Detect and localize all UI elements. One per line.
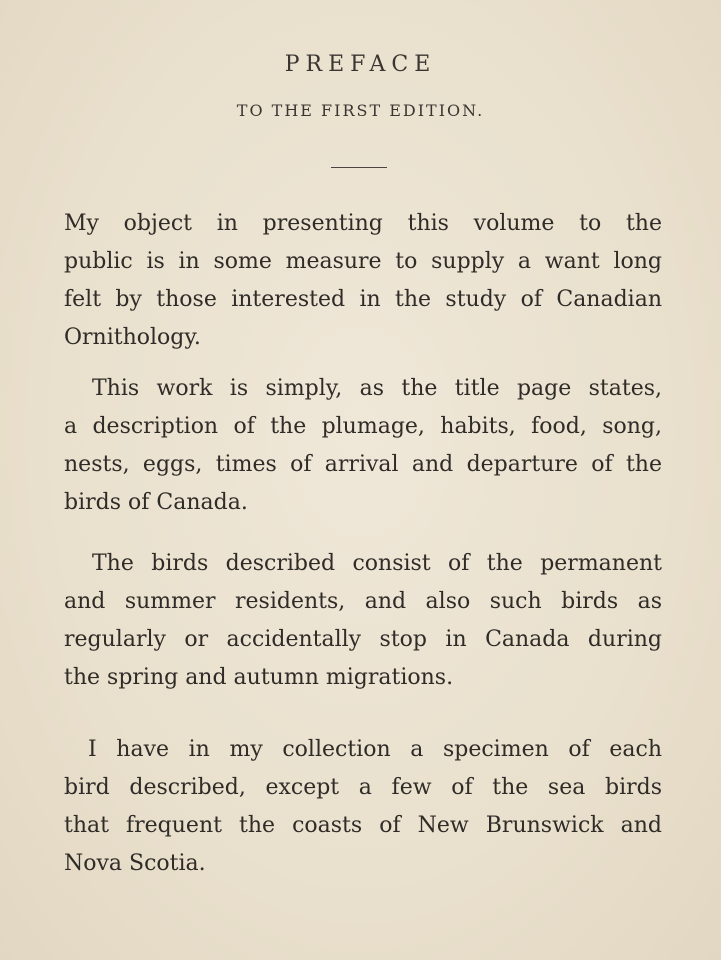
paragraph-4 (64, 731, 662, 883)
paragraph-1 (64, 205, 662, 357)
text-line: Ornithology. (64, 325, 201, 350)
text-line: nests, eggs, times of arrival and departure of the (64, 452, 662, 477)
text-line: This work is simply, as the title page states, (92, 376, 662, 401)
text-line: public is in some measure to supply a want long (64, 249, 662, 274)
text-line: The birds described consist of the permanent (92, 551, 662, 576)
text-line: I have in my collection a specimen of each (88, 737, 662, 762)
paragraph-3 (64, 545, 662, 697)
text-line: felt by those interested in the study of Canadian (64, 287, 662, 312)
text-line: birds of Canada. (64, 490, 248, 515)
text-line: the spring and autumn migrations. (64, 665, 454, 690)
text-line: regularly or accidentally stop in Canada during (64, 627, 662, 652)
page-title: PREFACE (284, 52, 437, 77)
page-subtitle: TO THE FIRST EDITION. (236, 101, 485, 120)
text-line: bird described, except a few of the sea birds (64, 775, 662, 800)
text-line: Nova Scotia. (64, 851, 206, 876)
text-line: My object in presenting this volume to the (64, 211, 662, 236)
title-divider (331, 167, 387, 168)
paragraph-2 (64, 370, 662, 522)
text-line: a description of the plumage, habits, food, song, (64, 414, 662, 439)
text-line: and summer residents, and also such birds as (64, 589, 662, 614)
text-line: that frequent the coasts of New Brunswick and (64, 813, 662, 838)
